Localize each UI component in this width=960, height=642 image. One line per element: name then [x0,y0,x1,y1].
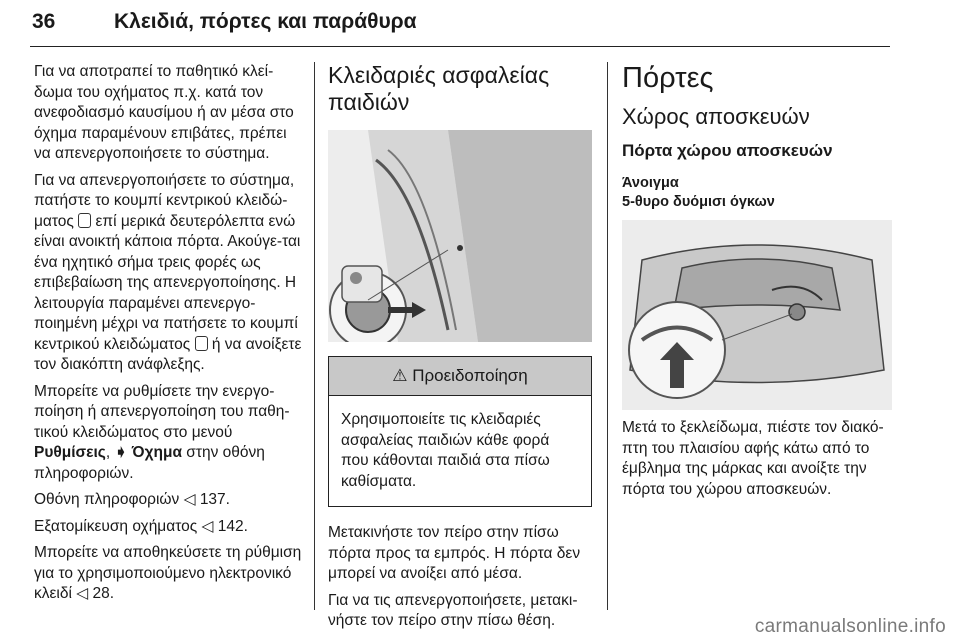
central-lock-icon [78,213,91,228]
section-heading: Κλειδαριές ασφαλείας παιδιών [328,62,550,115]
cross-reference[interactable]: Οθόνη πληροφοριών ◁ 137. [34,491,230,508]
warning-header [329,357,591,396]
column-right [622,62,892,506]
menu-settings: Ρυθμίσεις [34,444,106,461]
child-lock-drawing [328,130,592,342]
watermark: carmanualsonline.info [754,616,946,637]
reference-arrow-icon: ◁ [76,585,89,602]
page-title: Κλειδιά, πόρτες και παράθυρα [114,10,417,33]
paragraph: Για να αποτραπεί το παθητικό κλεί-δωμα του οχήματος π.χ. κατά τον ανεφοδιασμό καυσίμου ή αν μέσα στο όχημα παραμένουν επιβάτες, πρέπει να απενεργοποιήσετε το σύστημα. [34,63,294,162]
warning-title: Προειδοποίηση [412,366,528,385]
cross-reference[interactable]: Εξατομίκευση οχήματος ◁ 142. [34,517,248,535]
tailgate-drawing [622,220,892,410]
menu-vehicle: Όχημα [131,444,182,461]
child-lock-illustration [328,130,592,342]
reference-arrow-icon: ◁ [201,517,214,535]
column-middle [328,62,592,638]
section-heading: Χώρος αποσκευών [622,104,810,129]
paragraph: Μετά το ξεκλείδωμα, πιέστε τον διακό-πτη του πλαισίου αφής κάτω από το έμβλημα της μάρκας και ανοίξτε την πόρτα του χώρου αποσκευών. [622,419,884,498]
paragraph: Μπορείτε να ρυθμίσετε την ενεργο-ποίηση ή απενεργοποίηση του παθη-τικού κλειδώματος στο μενού Ρυθμίσεις, ➧ Όχημα στην οθόνη πληροφοριών. [34,382,290,482]
warning-box [328,356,592,507]
page-number: 36 [32,10,56,33]
chapter-heading: Πόρτες [622,62,714,94]
paragraph: Για να τις απενεργοποιήσετε, μετακι-νήστε τον πείρο στην πίσω θέση. [328,591,578,629]
paragraph: Μετακινήστε τον πείρο στην πίσω πόρτα προς τα εμπρός. Η πόρτα δεν μπορεί να ανοίξει από μέσα. [328,524,581,582]
column-divider [314,62,315,610]
subheading-opening: Άνοιγμα [622,175,679,191]
page-header [30,0,890,47]
warning-icon: ⚠ [392,366,408,385]
paragraph: Μπορείτε να αποθηκεύσετε τη ρύθμιση για το χρησιμοποιούμενο ηλεκτρονικό κλειδί ◁ 28. [34,544,302,602]
tailgate-illustration [622,220,892,410]
warning-text: Χρησιμοποιείτε τις κλειδαριές ασφαλείας παιδιών κάθε φορά που κάθονται παιδιά στα πίσω καθίσματα. [341,411,550,490]
paragraph: Για να απενεργοποιήσετε το σύστημα, πατήστε το κουμπί κεντρικού κλειδώ-ματος επί μερικά δευτερόλεπτα ενώ είναι ανοικτή κάποια πόρτα. Ακούγε-ται ένα ηχητικό σήμα τρεις φορές ως επιβεβαίωση της απενεργοποίησης. Η λειτουργία παραμένει απενεργο-ποιημένη μέχρι να πατήσετε το κουμπί κεντρικού κλειδώματος ή να ανοίξετε τον διακόπτη ανάφλεξης. [34,171,302,373]
subsection-heading: Πόρτα χώρου αποσκευών [622,141,833,160]
column-divider [607,62,608,610]
column-left [34,62,306,611]
central-lock-icon [195,336,208,351]
menu-arrow-icon: ➧ [114,444,128,461]
reference-arrow-icon: ◁ [183,491,196,508]
subheading-hatchback: 5-θυρο δυόμισι όγκων [622,194,775,210]
